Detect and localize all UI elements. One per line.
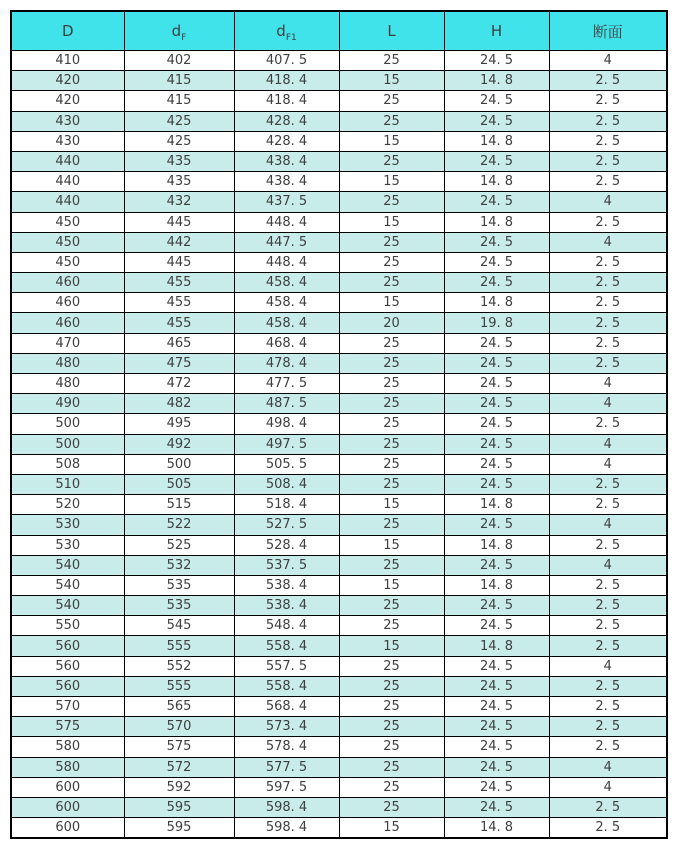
table-cell: 2. 5: [549, 575, 667, 595]
table-cell: 557. 5: [234, 656, 339, 676]
table-cell: 498. 4: [234, 414, 339, 434]
table-row: [11, 434, 667, 454]
table-row: [11, 474, 667, 494]
table-row: [11, 252, 667, 272]
table-cell: 24. 5: [444, 273, 549, 293]
table-cell: 468. 4: [234, 333, 339, 353]
table-cell: 25: [339, 353, 444, 373]
table-cell: 2. 5: [549, 273, 667, 293]
table-cell: 415: [124, 91, 234, 111]
table-cell: 558. 4: [234, 636, 339, 656]
table-cell: 407. 5: [234, 51, 339, 71]
table-cell: 24. 5: [444, 777, 549, 797]
table-cell: 19. 8: [444, 313, 549, 333]
table-cell: 475: [124, 353, 234, 373]
table-cell: 530: [11, 515, 124, 535]
table-cell: 410: [11, 51, 124, 71]
table-cell: 25: [339, 91, 444, 111]
table-cell: 24. 5: [444, 474, 549, 494]
table-cell: 15: [339, 71, 444, 91]
table-cell: 450: [11, 252, 124, 272]
table-cell: 24. 5: [444, 111, 549, 131]
table-row: [11, 656, 667, 676]
table-row: [11, 374, 667, 394]
column-header-section: 断面: [549, 11, 667, 51]
table-cell: 15: [339, 293, 444, 313]
table-cell: 535: [124, 575, 234, 595]
table-cell: 430: [11, 131, 124, 151]
table-cell: 2. 5: [549, 91, 667, 111]
column-header-dF: $d_F$: [124, 11, 234, 51]
table-cell: 25: [339, 151, 444, 171]
table-cell: 25: [339, 777, 444, 797]
table-cell: 24. 5: [444, 656, 549, 676]
table-cell: 4: [549, 192, 667, 212]
table-cell: 24. 5: [444, 374, 549, 394]
table-cell: 505. 5: [234, 454, 339, 474]
table-cell: 490: [11, 394, 124, 414]
table-cell: 25: [339, 555, 444, 575]
table-row: [11, 575, 667, 595]
table-cell: 515: [124, 495, 234, 515]
table-cell: 575: [124, 737, 234, 757]
table-cell: 573. 4: [234, 717, 339, 737]
table-cell: 4: [549, 394, 667, 414]
table-cell: 450: [11, 212, 124, 232]
table-cell: 15: [339, 495, 444, 515]
table-cell: 2. 5: [549, 131, 667, 151]
table-cell: 25: [339, 797, 444, 817]
table-cell: 500: [11, 414, 124, 434]
table-cell: 24. 5: [444, 555, 549, 575]
table-cell: 500: [11, 434, 124, 454]
table-cell: 497. 5: [234, 434, 339, 454]
table-cell: 24. 5: [444, 717, 549, 737]
table-cell: 25: [339, 697, 444, 717]
table-row: [11, 91, 667, 111]
table-cell: 448. 4: [234, 252, 339, 272]
table-cell: 24. 5: [444, 596, 549, 616]
table-cell: 535: [124, 596, 234, 616]
table-cell: 600: [11, 818, 124, 839]
table-cell: 14. 8: [444, 131, 549, 151]
table-cell: 2. 5: [549, 333, 667, 353]
table-cell: 25: [339, 374, 444, 394]
table-row: [11, 797, 667, 817]
table-cell: 2. 5: [549, 717, 667, 737]
table-cell: 24. 5: [444, 737, 549, 757]
table-cell: 568. 4: [234, 697, 339, 717]
table-cell: 25: [339, 454, 444, 474]
table-row: [11, 515, 667, 535]
table-cell: 2. 5: [549, 293, 667, 313]
table-cell: 4: [549, 555, 667, 575]
table-cell: 24. 5: [444, 676, 549, 696]
table-cell: 428. 4: [234, 131, 339, 151]
table-cell: 418. 4: [234, 91, 339, 111]
table-cell: 15: [339, 131, 444, 151]
table-cell: 415: [124, 71, 234, 91]
table-cell: 482: [124, 394, 234, 414]
table-cell: 24. 5: [444, 434, 549, 454]
table-cell: 24. 5: [444, 252, 549, 272]
table-row: [11, 51, 667, 71]
table-cell: 24. 5: [444, 353, 549, 373]
table-cell: 538. 4: [234, 575, 339, 595]
table-cell: 2. 5: [549, 737, 667, 757]
table-cell: 570: [11, 697, 124, 717]
table-cell: 402: [124, 51, 234, 71]
table-cell: 472: [124, 374, 234, 394]
table-cell: 14. 8: [444, 495, 549, 515]
table-row: [11, 676, 667, 696]
table-cell: 460: [11, 273, 124, 293]
table-cell: 600: [11, 797, 124, 817]
table-row: [11, 414, 667, 434]
table-cell: 25: [339, 252, 444, 272]
table-cell: 508: [11, 454, 124, 474]
table-cell: 25: [339, 676, 444, 696]
table-cell: 4: [549, 232, 667, 252]
table-row: [11, 394, 667, 414]
table-cell: 550: [11, 616, 124, 636]
table-cell: 437. 5: [234, 192, 339, 212]
table-cell: 598. 4: [234, 818, 339, 839]
table-row: [11, 555, 667, 575]
table-cell: 24. 5: [444, 414, 549, 434]
table-cell: 2. 5: [549, 313, 667, 333]
table-cell: 477. 5: [234, 374, 339, 394]
table-cell: 14. 8: [444, 172, 549, 192]
table-cell: 500: [124, 454, 234, 474]
table-cell: 460: [11, 313, 124, 333]
table-cell: 24. 5: [444, 394, 549, 414]
table-cell: 15: [339, 636, 444, 656]
table-cell: 560: [11, 636, 124, 656]
table-cell: 2. 5: [549, 474, 667, 494]
table-cell: 440: [11, 151, 124, 171]
table-cell: 420: [11, 71, 124, 91]
table-cell: 447. 5: [234, 232, 339, 252]
table-cell: 4: [549, 454, 667, 474]
table-cell: 592: [124, 777, 234, 797]
table-row: [11, 353, 667, 373]
table-cell: 600: [11, 777, 124, 797]
table-cell: 445: [124, 212, 234, 232]
table-cell: 540: [11, 596, 124, 616]
table-cell: 522: [124, 515, 234, 535]
table-row: [11, 737, 667, 757]
table-cell: 525: [124, 535, 234, 555]
table-row: [11, 717, 667, 737]
table-cell: 25: [339, 737, 444, 757]
table-cell: 487. 5: [234, 394, 339, 414]
table-cell: 2. 5: [549, 353, 667, 373]
table-row: [11, 172, 667, 192]
table-row: [11, 777, 667, 797]
table-row: [11, 697, 667, 717]
table-cell: 538. 4: [234, 596, 339, 616]
table-cell: 14. 8: [444, 71, 549, 91]
table-cell: 25: [339, 596, 444, 616]
table-cell: 24. 5: [444, 333, 549, 353]
table-cell: 2. 5: [549, 535, 667, 555]
table-cell: 455: [124, 273, 234, 293]
table-row: [11, 111, 667, 131]
table-cell: 518. 4: [234, 495, 339, 515]
table-cell: 537. 5: [234, 555, 339, 575]
table-cell: 540: [11, 555, 124, 575]
table-cell: 2. 5: [549, 697, 667, 717]
table-cell: 24. 5: [444, 515, 549, 535]
table-cell: 2. 5: [549, 797, 667, 817]
table-cell: 555: [124, 636, 234, 656]
table-cell: 4: [549, 757, 667, 777]
table-cell: 458. 4: [234, 273, 339, 293]
column-header-D: D: [11, 11, 124, 51]
table-cell: 478. 4: [234, 353, 339, 373]
table-cell: 577. 5: [234, 757, 339, 777]
table-cell: 4: [549, 374, 667, 394]
table-cell: 14. 8: [444, 293, 549, 313]
table-cell: 598. 4: [234, 797, 339, 817]
table-cell: 15: [339, 172, 444, 192]
table-cell: 450: [11, 232, 124, 252]
table-row: [11, 212, 667, 232]
table-cell: 420: [11, 91, 124, 111]
table-cell: 2. 5: [549, 212, 667, 232]
table-cell: 548. 4: [234, 616, 339, 636]
table-row: [11, 454, 667, 474]
column-header-dF1: $d_{F1}$: [234, 11, 339, 51]
table-cell: 2. 5: [549, 71, 667, 91]
table-cell: 480: [11, 374, 124, 394]
table-cell: 495: [124, 414, 234, 434]
table-cell: 25: [339, 192, 444, 212]
table-row: [11, 131, 667, 151]
header-row: [11, 11, 667, 51]
table-cell: 442: [124, 232, 234, 252]
table-cell: 4: [549, 656, 667, 676]
table-cell: 558. 4: [234, 676, 339, 696]
table-cell: 595: [124, 797, 234, 817]
table-cell: 4: [549, 777, 667, 797]
table-cell: 510: [11, 474, 124, 494]
table-cell: 14. 8: [444, 818, 549, 839]
table-cell: 25: [339, 717, 444, 737]
table-cell: 2. 5: [549, 252, 667, 272]
table-cell: 570: [124, 717, 234, 737]
table-row: [11, 636, 667, 656]
table-cell: 480: [11, 353, 124, 373]
table-cell: 458. 4: [234, 313, 339, 333]
table-cell: 458. 4: [234, 293, 339, 313]
table-cell: 470: [11, 333, 124, 353]
column-header-L: L: [339, 11, 444, 51]
table-cell: 435: [124, 172, 234, 192]
table-cell: 580: [11, 757, 124, 777]
table-cell: 540: [11, 575, 124, 595]
table-row: [11, 616, 667, 636]
table-cell: 2. 5: [549, 111, 667, 131]
table-cell: 560: [11, 656, 124, 676]
table-cell: 565: [124, 697, 234, 717]
table-cell: 448. 4: [234, 212, 339, 232]
table-cell: 25: [339, 474, 444, 494]
table-cell: 2. 5: [549, 616, 667, 636]
table-row: [11, 495, 667, 515]
table-row: [11, 313, 667, 333]
table-cell: 15: [339, 818, 444, 839]
table-cell: 555: [124, 676, 234, 696]
table-cell: 2. 5: [549, 636, 667, 656]
table-cell: 492: [124, 434, 234, 454]
table-cell: 545: [124, 616, 234, 636]
table-cell: 440: [11, 172, 124, 192]
table-cell: 552: [124, 656, 234, 676]
table-cell: 2. 5: [549, 414, 667, 434]
table-cell: 425: [124, 131, 234, 151]
table-row: [11, 192, 667, 212]
table-cell: 25: [339, 434, 444, 454]
table-cell: 2. 5: [549, 818, 667, 839]
table-row: [11, 757, 667, 777]
table-cell: 24. 5: [444, 757, 549, 777]
table-cell: 25: [339, 273, 444, 293]
table-cell: 465: [124, 333, 234, 353]
table-cell: 528. 4: [234, 535, 339, 555]
table-cell: 572: [124, 757, 234, 777]
table-row: [11, 293, 667, 313]
table-cell: 14. 8: [444, 535, 549, 555]
table-cell: 595: [124, 818, 234, 839]
table-cell: 527. 5: [234, 515, 339, 535]
table-cell: 425: [124, 111, 234, 131]
table-cell: 25: [339, 111, 444, 131]
table-cell: 2. 5: [549, 596, 667, 616]
table-row: [11, 151, 667, 171]
table-row: [11, 535, 667, 555]
table-cell: 24. 5: [444, 91, 549, 111]
table-cell: 24. 5: [444, 454, 549, 474]
table-cell: 24. 5: [444, 51, 549, 71]
table-row: [11, 818, 667, 839]
table-cell: 14. 8: [444, 636, 549, 656]
column-header-H: H: [444, 11, 549, 51]
table-cell: 455: [124, 293, 234, 313]
table-cell: 25: [339, 394, 444, 414]
table-cell: 2. 5: [549, 151, 667, 171]
table-cell: 580: [11, 737, 124, 757]
table-cell: 2. 5: [549, 495, 667, 515]
table-cell: 24. 5: [444, 616, 549, 636]
table-cell: 455: [124, 313, 234, 333]
table-cell: 430: [11, 111, 124, 131]
table-cell: 418. 4: [234, 71, 339, 91]
table-cell: 520: [11, 495, 124, 515]
table-cell: 4: [549, 434, 667, 454]
table-cell: 560: [11, 676, 124, 696]
table-cell: 25: [339, 656, 444, 676]
table-row: [11, 273, 667, 293]
table-cell: 2. 5: [549, 676, 667, 696]
table-cell: 578. 4: [234, 737, 339, 757]
table-cell: 24. 5: [444, 697, 549, 717]
dimension-spec-table: [10, 10, 668, 839]
table-row: [11, 71, 667, 91]
table-cell: 25: [339, 515, 444, 535]
table-cell: 438. 4: [234, 151, 339, 171]
table-row: [11, 596, 667, 616]
table-cell: 15: [339, 212, 444, 232]
table-cell: 532: [124, 555, 234, 575]
table-cell: 432: [124, 192, 234, 212]
table-cell: 25: [339, 51, 444, 71]
table-cell: 24. 5: [444, 797, 549, 817]
table-cell: 24. 5: [444, 192, 549, 212]
table-cell: 505: [124, 474, 234, 494]
table-cell: 438. 4: [234, 172, 339, 192]
table-cell: 14. 8: [444, 212, 549, 232]
table-cell: 4: [549, 515, 667, 535]
table-cell: 15: [339, 575, 444, 595]
table-cell: 4: [549, 51, 667, 71]
table-cell: 14. 8: [444, 575, 549, 595]
table-cell: 20: [339, 313, 444, 333]
table-cell: 15: [339, 535, 444, 555]
table-cell: 435: [124, 151, 234, 171]
table-cell: 445: [124, 252, 234, 272]
table-cell: 25: [339, 333, 444, 353]
table-cell: 530: [11, 535, 124, 555]
table-cell: 25: [339, 232, 444, 252]
table-cell: 460: [11, 293, 124, 313]
table-cell: 25: [339, 757, 444, 777]
table-cell: 2. 5: [549, 172, 667, 192]
table-cell: 428. 4: [234, 111, 339, 131]
table-row: [11, 232, 667, 252]
table-cell: 25: [339, 616, 444, 636]
table-cell: 24. 5: [444, 151, 549, 171]
table-cell: 508. 4: [234, 474, 339, 494]
table-cell: 24. 5: [444, 232, 549, 252]
table-cell: 575: [11, 717, 124, 737]
table-cell: 25: [339, 414, 444, 434]
table-cell: 440: [11, 192, 124, 212]
table-cell: 597. 5: [234, 777, 339, 797]
table-row: [11, 333, 667, 353]
